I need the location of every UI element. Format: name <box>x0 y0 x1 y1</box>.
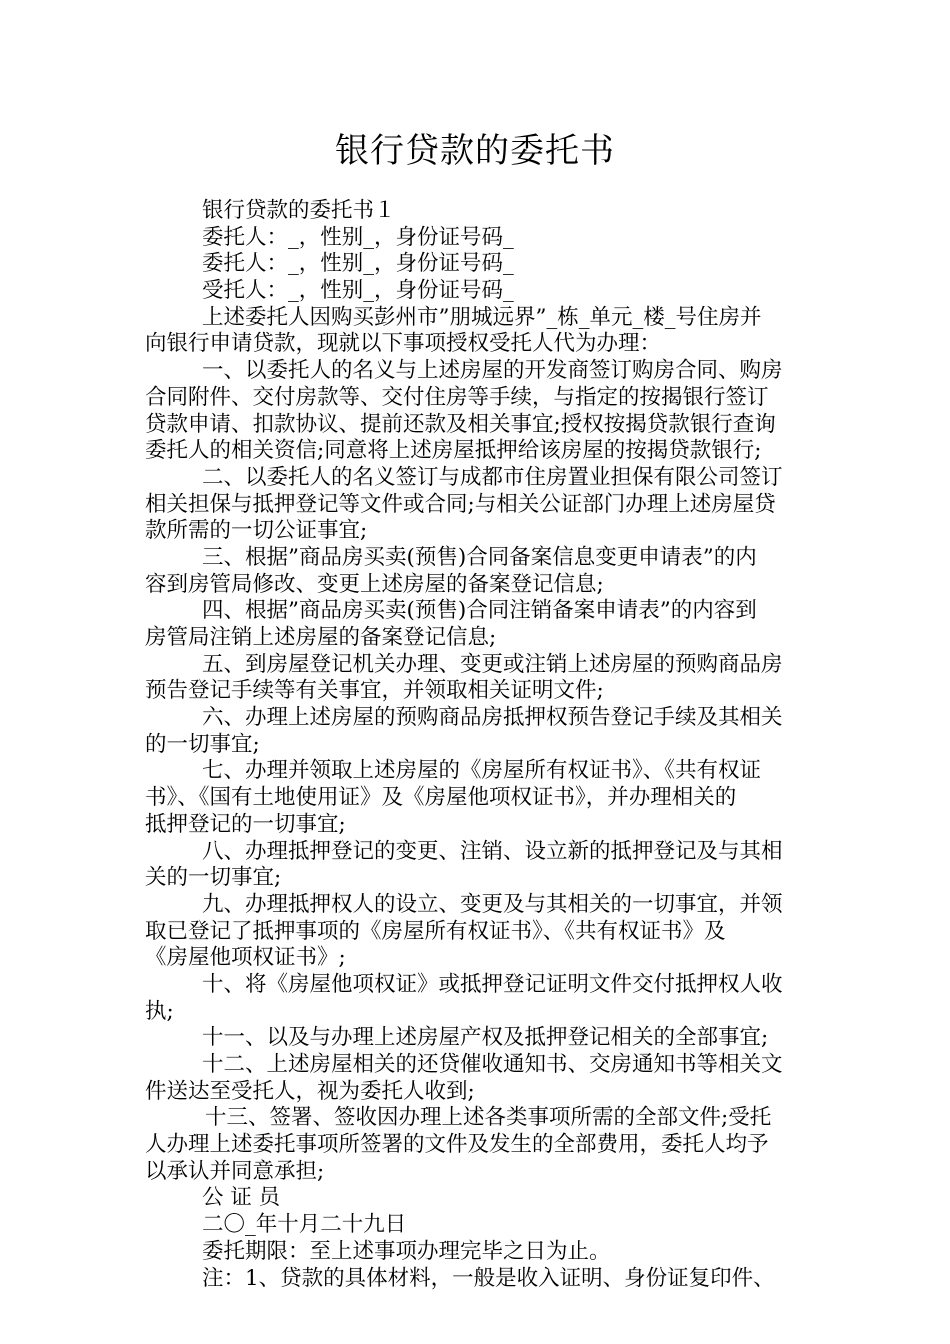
paragraph-line: 向银行申请贷款，现就以下事项授权受托人代为办理： <box>145 331 662 357</box>
principal-line-1: 委托人：_，性别_，身份证号码_ <box>202 224 514 250</box>
paragraph-line: 取已登记了抵押事项的《房屋所有权证书》、《共有权证书》及 <box>145 918 726 944</box>
paragraph-line: 《房屋他项权证书》; <box>145 945 346 971</box>
entrustment-period: 委托期限：至上述事项办理完毕之日为止。 <box>202 1238 611 1264</box>
paragraph-line: 贷款申请、扣款协议、提前还款及相关事宜;授权按揭贷款银行查询 <box>145 411 776 437</box>
document-body <box>145 198 807 1292</box>
paragraph-line: 相关担保与抵押登记等文件或合同;与相关公证部门办理上述房屋贷 <box>145 491 776 517</box>
paragraph-line: 预告登记手续等有关事宜，并领取相关证明文件; <box>145 678 604 704</box>
paragraph-line: 的一切事宜; <box>145 731 260 757</box>
paragraph-line: 八、办理抵押登记的变更、注销、设立新的抵押登记及与其相 <box>202 838 783 864</box>
paragraph-line: 四、根据”商品房买卖(预售)合同注销备案申请表”的内容到 <box>202 598 757 624</box>
paragraph-line: 十、将《房屋他项权证》或抵押登记证明文件交付抵押权人收 <box>202 971 783 997</box>
section-heading: 银行贷款的委托书１ <box>202 198 396 223</box>
paragraph-line: 三、根据”商品房买卖(预售)合同备案信息变更申请表”的内 <box>202 544 757 570</box>
paragraph-line: 书》、《国有土地使用证》及《房屋他项权证书》，并办理相关的 <box>145 785 737 811</box>
paragraph-line: 十二、上述房屋相关的还贷催收通知书、交房通知书等相关文 <box>202 1052 783 1077</box>
document-date: 二〇_年十月二十九日 <box>202 1212 407 1238</box>
paragraph-line: 六、办理上述房屋的预购商品房抵押权预告登记手续及其相关 <box>202 705 783 731</box>
agent-line: 受托人：_，性别_，身份证号码_ <box>202 278 514 304</box>
paragraph-line: 一、以委托人的名义与上述房屋的开发商签订购房合同、购房 <box>202 358 783 384</box>
paragraph-line: 五、到房屋登记机关办理、变更或注销上述房屋的预购商品房 <box>202 651 783 677</box>
paragraph-line: 合同附件、交付房款等、交付住房等手续，与指定的按揭银行签订 <box>145 384 769 410</box>
paragraph-line: 关的一切事宜; <box>145 865 282 891</box>
paragraph-line: 二、以委托人的名义签订与成都市住房置业担保有限公司签订 <box>202 464 783 490</box>
paragraph-line: 上述委托人因购买彭州市”朋城远界”_栋_单元_楼_号住房并 <box>202 304 762 330</box>
paragraph-line: 以承认并同意承担; <box>145 1158 325 1184</box>
paragraph-line: 件送达至受托人，视为委托人收到; <box>145 1078 475 1104</box>
paragraph-line: 七、办理并领取上述房屋的《房屋所有权证书》、《共有权证 <box>202 758 762 784</box>
paragraph-line: 九、办理抵押权人的设立、变更及与其相关的一切事宜，并领 <box>202 891 783 917</box>
paragraph-line: 人办理上述委托事项所签署的文件及发生的全部费用，委托人均予 <box>145 1132 769 1158</box>
principal-line-2: 委托人：_，性别_，身份证号码_ <box>202 251 514 277</box>
paragraph-line: 执; <box>145 998 174 1024</box>
paragraph-line: 十一、以及与办理上述房屋产权及抵押登记相关的全部事宜; <box>202 1025 769 1051</box>
document-title: 银行贷款的委托书 <box>335 131 615 171</box>
paragraph-line: 款所需的一切公证事宜; <box>145 518 368 544</box>
paragraph-line: 委托人的相关资信;同意将上述房屋抵押给该房屋的按揭贷款银行; <box>145 438 762 464</box>
paragraph-line: 十三、签署、签收因办理上述各类事项所需的全部文件;受托 <box>205 1105 772 1131</box>
paragraph-line: 抵押登记的一切事宜; <box>145 811 346 837</box>
paragraph-line: 容到房管局修改、变更上述房屋的备案登记信息; <box>145 571 604 597</box>
notary-label: 公 证 员 <box>202 1185 281 1211</box>
note-line: 注：1、贷款的具体材料，一般是收入证明、身份证复印件、 <box>202 1265 775 1291</box>
paragraph-line: 房管局注销上述房屋的备案登记信息; <box>145 625 497 650</box>
